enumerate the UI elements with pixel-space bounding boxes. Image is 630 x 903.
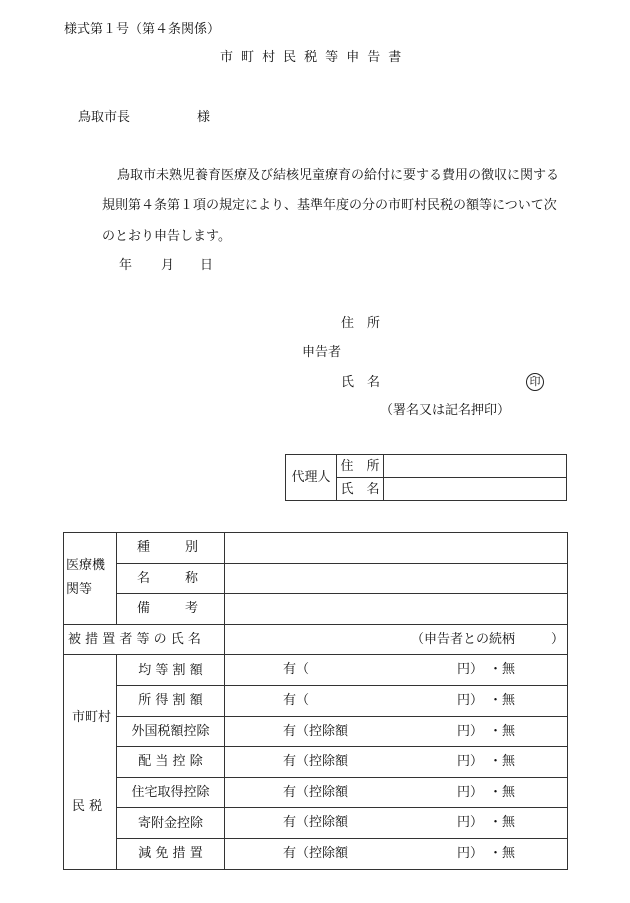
agent-address-field[interactable] [384,455,567,478]
tax-row-ari: 有（控除額 [283,845,349,861]
addressee-honorific: 様 [197,110,211,125]
date-day: 日 [200,258,214,273]
tax-row-label-text: 所 得 割 額 [138,693,203,709]
tax-row-label-text: 減 免 措 置 [138,846,203,862]
tax-row-label [117,655,225,686]
tax-row-nashi: ・無 [489,723,516,739]
tax-row-ari: 有（ [283,662,310,678]
tax-row-nashi: ・無 [489,815,516,831]
tax-row-amount[interactable] [225,655,568,686]
tax-row-yen: 円） [457,662,484,678]
tax-row-yen: 円） [457,723,484,739]
medical-group-label [64,533,117,625]
medical-remarks-label [117,594,225,625]
agent-address-label-text: 住 所 [340,458,380,474]
signature-note: （署名又は記名押印） [380,403,511,418]
medical-group-label-1: 医療機 [66,557,106,573]
form-number: 様式第１号（第４条関係） [64,22,221,37]
medical-type-label [117,533,225,564]
tax-row-label [117,685,225,716]
medical-name-char-2: 称 [184,570,198,586]
tax-row-yen: 円） [457,845,484,861]
medical-type-char-1: 種 [137,540,151,556]
tax-row-nashi: ・無 [489,845,516,861]
tax-row-ari: 有（ [283,692,310,708]
agent-name-label [337,478,384,501]
tax-row-label-text: 住宅取得控除 [131,785,210,801]
page-title: 市 町 村 民 税 等 申 告 書 [220,50,404,65]
medical-name-field[interactable] [225,563,568,594]
subject-name-label [64,624,225,655]
tax-row-amount[interactable] [225,716,568,747]
medical-remarks-field[interactable] [225,594,568,625]
tax-row-label [117,747,225,778]
tax-row-label-text: 外国税額控除 [131,723,210,739]
medical-type-char-2: 別 [184,540,198,556]
body-line-3: のとおり申告します。 [102,229,231,244]
tax-row-ari: 有（控除額 [283,784,349,800]
medical-group-label-2: 関等 [66,582,93,598]
agent-name-field[interactable] [384,478,567,501]
tax-group-label [64,655,117,869]
tax-row-label-text: 寄附金控除 [137,815,203,831]
medical-name-char-1: 名 [137,570,151,586]
date-month: 月 [161,258,175,273]
medical-remarks-char-2: 考 [184,601,198,617]
tax-row-amount[interactable] [225,777,568,808]
relation-close: ） [551,631,565,647]
tax-row-amount[interactable] [225,685,568,716]
tax-row-amount[interactable] [225,747,568,778]
tax-row-nashi: ・無 [489,784,516,800]
agent-table [285,454,567,501]
tax-row-yen: 円） [457,784,484,800]
addressee-name: 鳥取市長 [78,110,131,125]
agent-address-label [337,455,384,478]
tax-group-label-1: 市町村 [72,710,112,726]
main-table [63,532,568,870]
seal-icon [526,373,544,391]
tax-row-amount[interactable] [225,808,568,839]
relation-open: （申告者との続柄 [411,631,516,647]
tax-row-amount[interactable] [225,838,568,869]
tax-group-label-2: 民 税 [72,799,103,815]
tax-row-label [117,777,225,808]
declarant-name-label: 氏 名 [341,375,381,390]
tax-row-label [117,838,225,869]
medical-type-field[interactable] [225,533,568,564]
seal-mark: 印 [529,375,541,388]
body-line-2: 規則第４条第１項の規定により、基準年度の分の市町村民税の額等について次 [102,198,557,213]
declarant-role-label: 申告者 [302,345,342,360]
agent-label-text: 代理人 [291,470,331,485]
declarant-address-label: 住 所 [341,316,381,331]
tax-row-label-text: 配 当 控 除 [138,754,203,770]
subject-name-label-text: 被 措 置 者 等 の 氏 名 [68,632,201,648]
tax-row-label-text: 均 等 割 額 [138,662,203,678]
agent-label [286,455,337,501]
tax-row-label [117,716,225,747]
body-line-1: 鳥取市未熟児養育医療及び結核児童療育の給付に要する費用の徴収に関する [117,168,560,183]
tax-row-nashi: ・無 [489,754,516,770]
tax-row-nashi: ・無 [489,692,516,708]
tax-row-yen: 円） [457,815,484,831]
agent-name-label-text: 氏 名 [340,481,380,497]
subject-name-field[interactable] [225,624,568,655]
medical-name-label [117,563,225,594]
date-year: 年 [119,258,133,273]
tax-row-ari: 有（控除額 [283,723,349,739]
tax-row-ari: 有（控除額 [283,815,349,831]
tax-row-label [117,808,225,839]
medical-remarks-char-1: 備 [137,601,151,617]
tax-row-nashi: ・無 [489,662,516,678]
tax-row-ari: 有（控除額 [283,754,349,770]
tax-row-yen: 円） [457,692,484,708]
tax-row-yen: 円） [457,754,484,770]
